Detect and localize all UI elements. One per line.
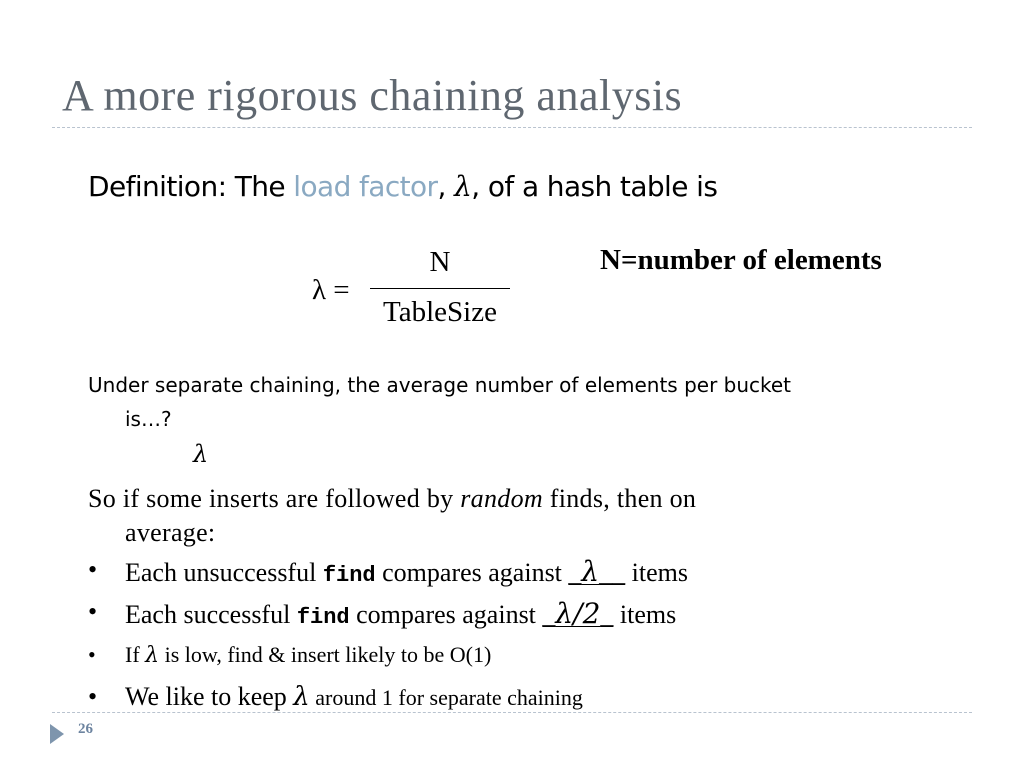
formula-denominator: TableSize [383, 296, 497, 328]
definition-line [88, 170, 717, 203]
lambda-symbol: λ [145, 643, 160, 668]
title-divider [52, 127, 972, 128]
paragraph-text-b: finds, then on [542, 484, 697, 513]
definition-suffix: , of a hash table is [471, 170, 718, 203]
bullet-marker: • [88, 555, 98, 584]
paragraph-text-a: So if some inserts are followed by [88, 484, 461, 513]
blank-value: λ/2 [555, 597, 601, 630]
n-definition-note: N=number of elements [600, 244, 882, 276]
bullet-pre: We like to keep [125, 682, 294, 711]
triangle-arrow-icon [50, 724, 64, 744]
load-factor-term: load factor [293, 170, 438, 203]
bullet-marker: • [88, 642, 96, 667]
bullet-text [125, 597, 676, 630]
paragraph-line-2: average: [125, 518, 216, 547]
random-emphasis: random [460, 484, 543, 513]
bullet-marker: • [88, 597, 98, 626]
lambda-symbol: λ [454, 170, 472, 203]
question-line-2: is…? [125, 407, 172, 431]
answer-blank [568, 555, 626, 588]
bullet-marker: • [88, 682, 98, 711]
bullet-post: items [613, 600, 677, 629]
formula-lhs: λ = [312, 274, 350, 306]
random-finds-paragraph [88, 482, 908, 550]
definition-comma: , [437, 170, 455, 203]
blank-right: __ [599, 558, 626, 587]
load-factor-formula [312, 246, 522, 336]
definition-prefix: Definition: The [88, 170, 294, 203]
bullet-mid: compares against [349, 600, 543, 629]
bullet-post: around 1 for separate chaining [309, 685, 583, 710]
blank-left: _ [542, 600, 556, 629]
page-number: 26 [78, 721, 93, 737]
answer-lambda: λ [193, 440, 209, 468]
bullet-post: is low, find & insert likely to be O(1) [159, 642, 492, 667]
bullet-text [125, 682, 583, 712]
bullet-post: items [625, 558, 688, 587]
fraction-bar [370, 288, 510, 289]
slide-title: A more rigorous chaining analysis [62, 71, 683, 120]
blank-left: _ [568, 558, 582, 587]
bullet-pre: If [125, 642, 146, 667]
footer-divider [52, 712, 972, 713]
chaining-question [88, 368, 908, 436]
blank-value: λ [581, 555, 600, 588]
question-line-1: Under separate chaining, the average number of elements per bucket [88, 373, 792, 397]
answer-blank [542, 597, 614, 630]
bullet-text [125, 555, 688, 588]
bullet-pre: Each unsuccessful [125, 558, 323, 587]
bullet-pre: Each successful [125, 600, 297, 629]
lambda-symbol: λ [293, 682, 310, 712]
find-code: find [322, 563, 376, 588]
find-code: find [296, 605, 350, 630]
bullet-text [125, 642, 491, 668]
formula-numerator: N [429, 246, 451, 278]
paragraph-line-1 [88, 482, 908, 516]
bullet-mid: compares against [375, 558, 569, 587]
blank-right: _ [600, 600, 614, 629]
